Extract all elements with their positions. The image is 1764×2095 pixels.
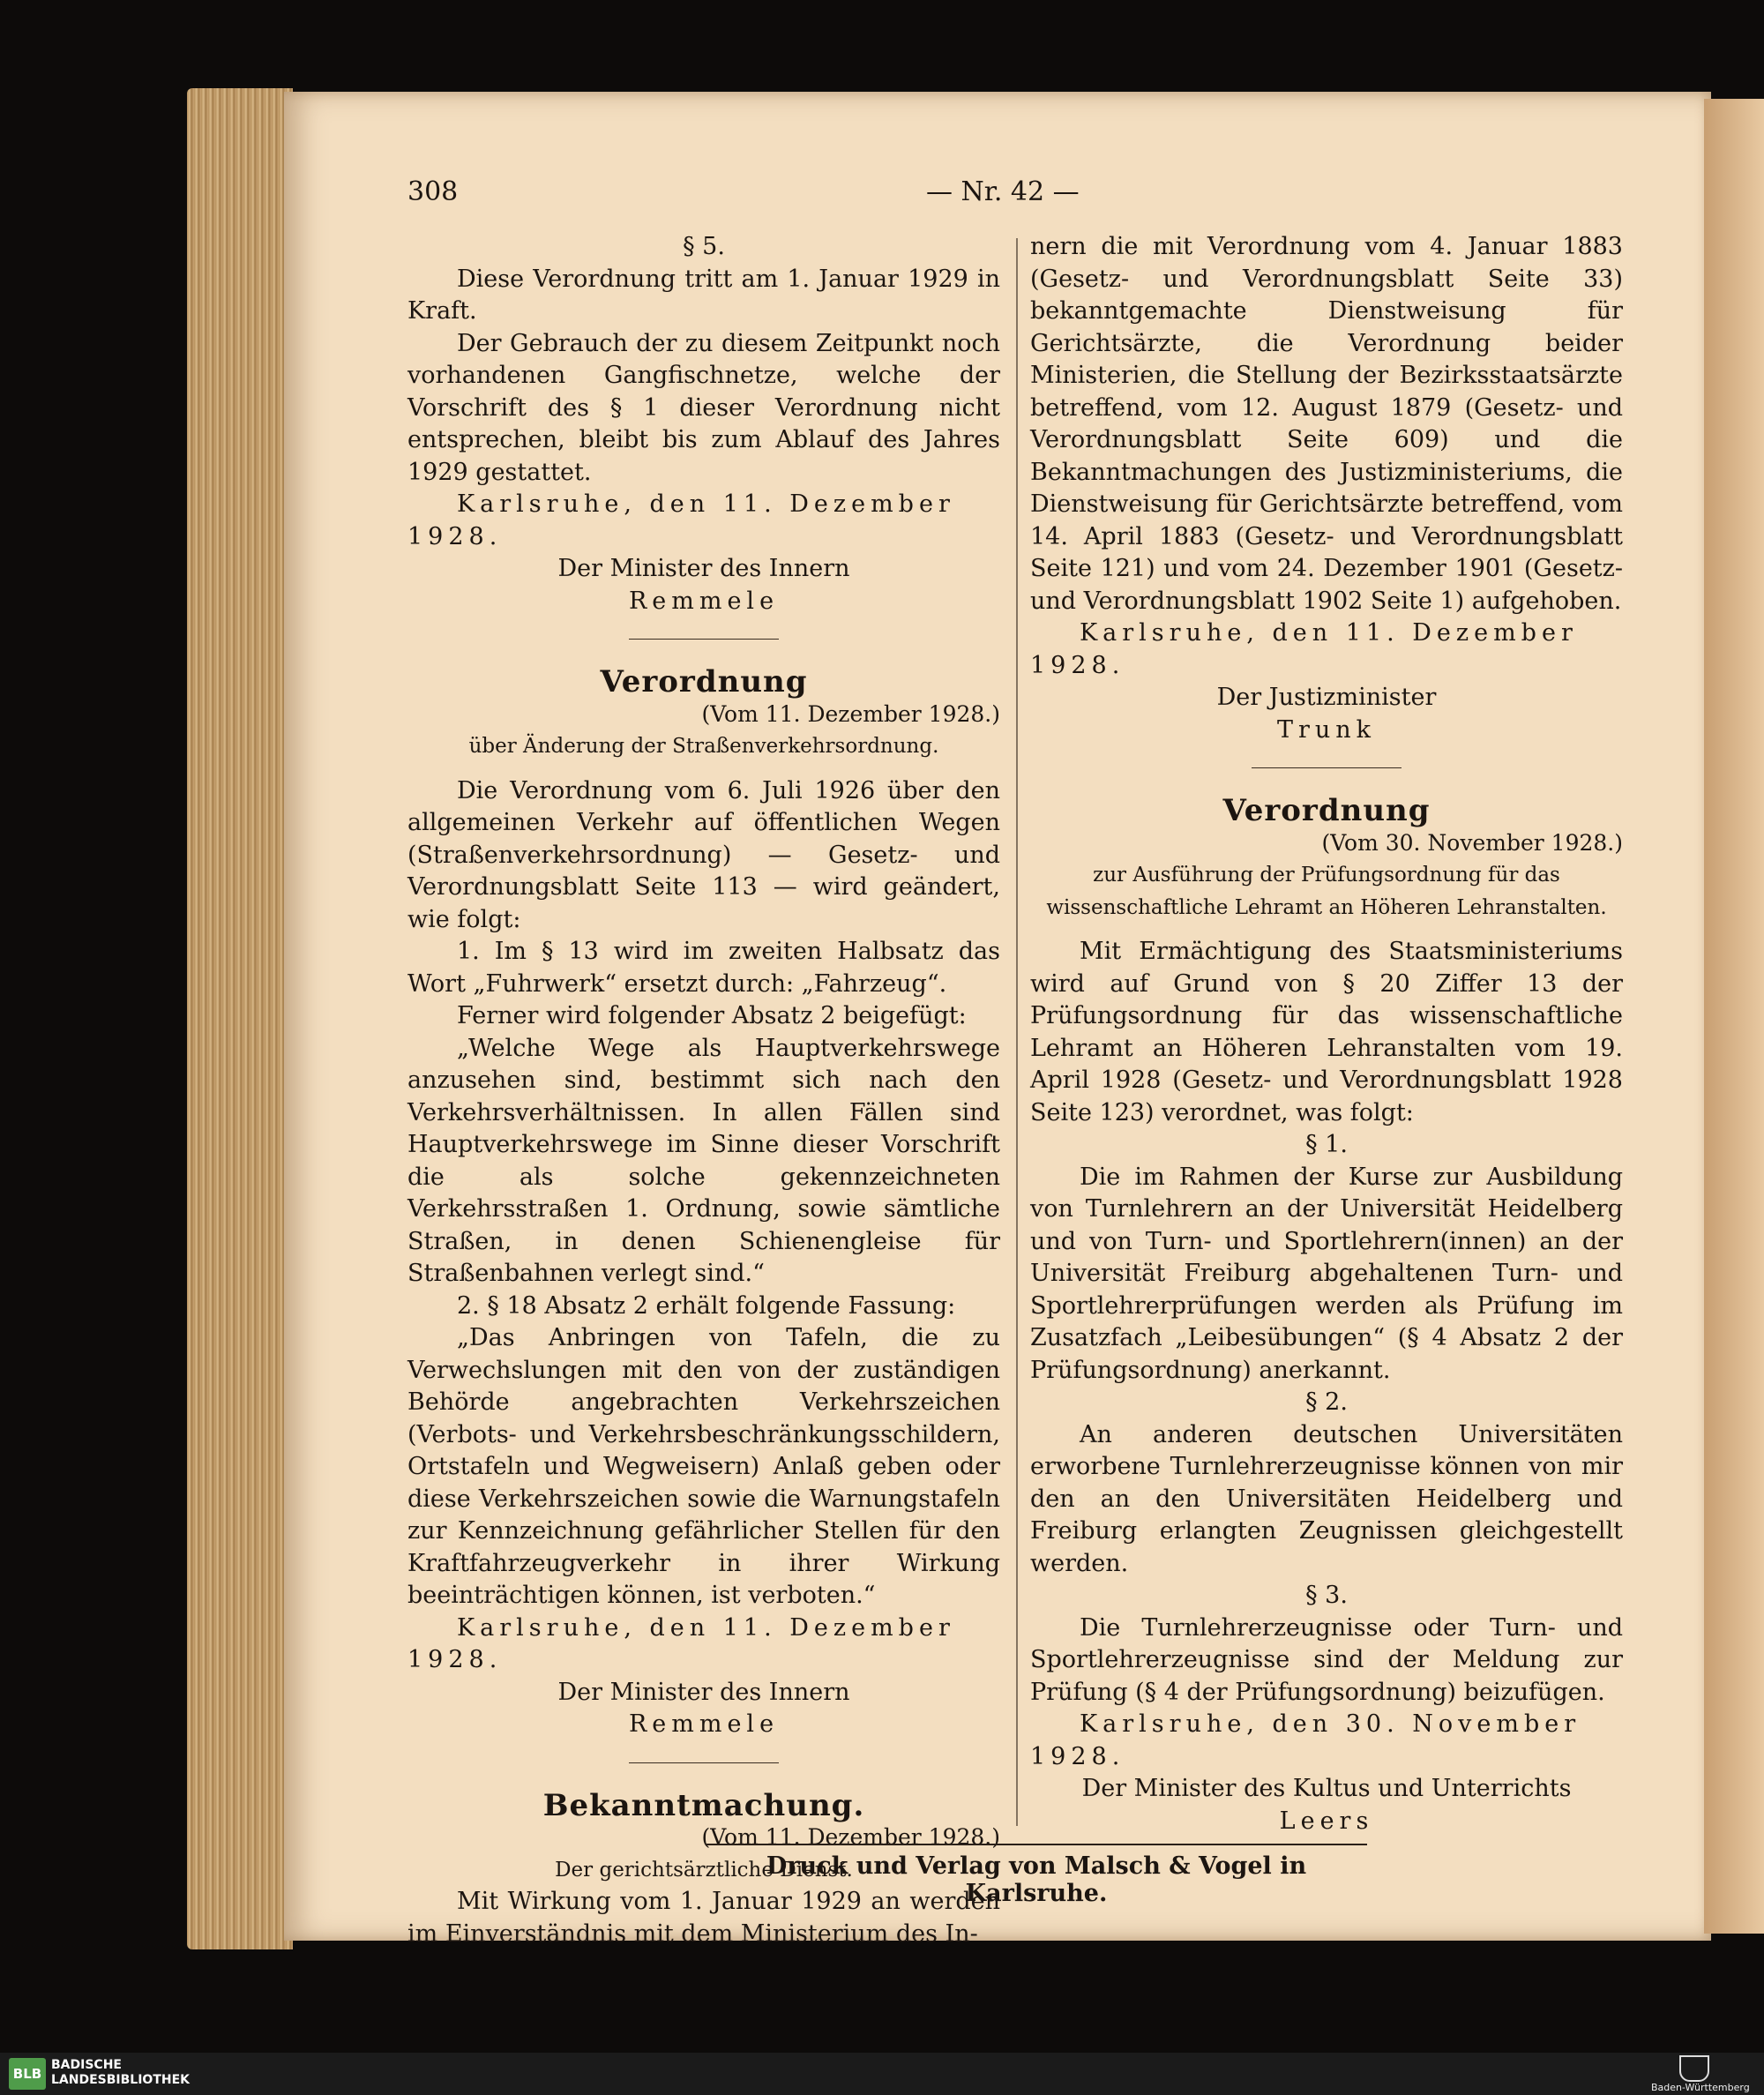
section-divider (629, 639, 779, 640)
paragraph: Mit Wirkung vom 1. Januar 1929 an werden im Einverständnis mit dem Ministerium des In- (407, 1888, 1000, 1948)
paragraph: nern die mit Verordnung vom 4. Januar 1883 (Gesetz- und Verordnungsblatt Seite 33) bekanntgemachte Dienstweisung für Gerichtsärzte, die Verordnung beider Ministerien, die Stellung der Bezirksstaatsärzte betreffend, vom 12. August 1879 (Gesetz- und Verordnungsblatt Seite 609) und die Bekanntmachungen des Justizministeriums, die Dienstweisung für Gerichtsärzte betreffend, vom 14. April 1883 (Gesetz- und Verordnungsblatt Seite 121) und vom 24. Dezember 1901 (Gesetz- und Verordnungsblatt 1902 Seite 1) aufgehoben. (1030, 233, 1623, 615)
library-name-line2: LANDESBIBLIOTHEK (51, 2073, 191, 2087)
section-heading: § 2. (1305, 1388, 1348, 1416)
signature-place-date: Karlsruhe, den 11. Dezember 1928. (1030, 619, 1578, 679)
signature-title: Der Minister des Innern (557, 555, 850, 582)
section-heading: § 3. (1305, 1582, 1348, 1609)
signature-place-date: Karlsruhe, den 30. November 1928. (1030, 1710, 1581, 1770)
document-date: (Vom 11. Dezember 1928.) (701, 700, 1000, 727)
viewer-footer-bar (0, 2053, 1764, 2095)
section-divider (629, 1762, 779, 1763)
paragraph: An anderen deutschen Universitäten erworbene Turnlehrerzeugnisse können von mir den an den Universitäten Heidelberg und Freiburg erlangten Zeugnissen gleichgestellt werden. (1030, 1420, 1623, 1577)
paragraph: „Welche Wege als Hauptverkehrswege anzusehen sind, bestimmt sich nach den Verkehrsverhältnissen. In allen Fällen sind Hauptverkehrswege im Sinne dieser Vorschrift die als solche gekennzeichneten Verkehrsstraßen 1. Ordnung, sowie sämtliche Straßen, in denen Schienengleise für Straßenbahnen verlegt sind.“ (407, 1034, 1000, 1287)
right-column (1030, 231, 1623, 1837)
signature-title: Der Minister des Kultus und Unterrichts (1081, 1775, 1572, 1802)
document-subtitle: Der gerichtsärztliche Dienst. (555, 1858, 853, 1882)
signature-title: Der Justizminister (1216, 684, 1437, 711)
section-divider (1252, 767, 1401, 768)
facing-page-edge (1704, 99, 1764, 1934)
coat-of-arms-icon (1679, 2055, 1709, 2082)
blb-logo[interactable]: BLB (9, 2058, 46, 2090)
paragraph: Ferner wird folgender Absatz 2 beigefügt: (457, 1002, 967, 1029)
signature-title: Der Minister des Innern (557, 1678, 850, 1706)
state-label: Baden-Württemberg (1651, 2082, 1750, 2093)
document-date: (Vom 30. November 1928.) (1321, 829, 1623, 856)
book-page-edges (187, 88, 293, 1949)
paragraph: Der Gebrauch der zu diesem Zeitpunkt noch vorhandenen Gangfischnetze, welche der Vorschrift des § 1 dieser Verordnung nicht entsprechen, bleibt bis zum Ablauf des Jahres 1929 gestattet. (407, 329, 1000, 486)
document-title: Verordnung (1222, 793, 1431, 828)
signature-name: Remmele (628, 587, 780, 615)
paragraph: „Das Anbringen von Tafeln, die zu Verwechslungen mit den von der zuständigen Behörde angebrachten Verkehrszeichen (Verbots- und Verkehrsbeschränkungsschildern, Ortstafeln und Wegweisern) Anlaß geben oder diese Verkehrszeichen sowie die Warnungstafeln zur Kennzeichnung gefährlicher Stellen für den Kraftfahrzeugverkehr in ihrer Wirkung beeinträchtigen können, ist verboten.“ (407, 1324, 1000, 1609)
library-name-line1: BADISCHE (51, 2058, 122, 2072)
document-title: Bekanntmachung. (542, 1787, 865, 1823)
document-subtitle: über Änderung der Straßenverkehrsordnung. (468, 735, 939, 758)
page-number: 308 (407, 176, 459, 207)
signature-name: Leers (1279, 1807, 1374, 1835)
running-head: — Nr. 42 — (926, 176, 1080, 207)
signature-place-date: Karlsruhe, den 11. Dezember 1928. (407, 1613, 955, 1673)
paragraph: 1. Im § 13 wird im zweiten Halbsatz das Wort „Fuhrwerk“ ersetzt durch: „Fahrzeug“. (407, 938, 1000, 998)
section-heading: § 5. (683, 233, 725, 260)
paragraph: Die Turnlehrerzeugnisse oder Turn- und Sportlehrerzeugnisse sind der Meldung zur Prüfung (§ 4 der Prüfungsordnung) beizufügen. (1030, 1613, 1623, 1706)
signature-place-date: Karlsruhe, den 11. Dezember 1928. (407, 490, 955, 550)
paragraph: Die Verordnung vom 6. Juli 1926 über den allgemeinen Verkehr auf öffentlichen Wegen (Straßenverkehrsordnung) — Gesetz- und Verordnungsblatt Seite 113 — wird geändert, wie folgt: (407, 776, 1000, 933)
signature-name: Trunk (1276, 715, 1377, 744)
document-date: (Vom 11. Dezember 1928.) (701, 1824, 1000, 1850)
document-subtitle: zur Ausführung der Prüfungsordnung für das wissenschaftliche Lehramt an Höheren Lehranstalten. (1046, 864, 1607, 919)
column-rule (1016, 238, 1018, 1826)
library-name[interactable] (51, 2058, 190, 2088)
left-column (407, 231, 1000, 1950)
section-heading: § 1. (1305, 1131, 1348, 1158)
printer-imprint: Druck und Verlag von Malsch & Vogel in Karlsruhe. (706, 1844, 1367, 1907)
paragraph: 2. § 18 Absatz 2 erhält folgende Fassung: (457, 1291, 956, 1320)
signature-name: Remmele (628, 1710, 780, 1738)
document-title: Verordnung (600, 664, 808, 700)
paragraph: Die im Rahmen der Kurse zur Ausbildung von Turnlehrern an der Universität Heidelberg und von Turn- und Sportlehrern(innen) an der Universität Freiburg abgehaltenen Turn- und Sportlehrerprüfungen werden als Prüfung im Zusatzfach „Leibesübungen“ (§ 4 Absatz 2 der Prüfungsordnung) anerkannt. (1030, 1163, 1623, 1384)
paragraph: Mit Ermächtigung des Staatsministeriums wird auf Grund von § 20 Ziffer 13 der Prüfungsordnung für das wissenschaftliche Lehramt an Höheren Lehranstalten vom 19. April 1928 (Gesetz- und Verordnungsblatt 1928 Seite 123) verordnet, was folgt: (1030, 938, 1623, 1126)
paragraph: Diese Verordnung tritt am 1. Januar 1929 in Kraft. (407, 265, 1000, 325)
